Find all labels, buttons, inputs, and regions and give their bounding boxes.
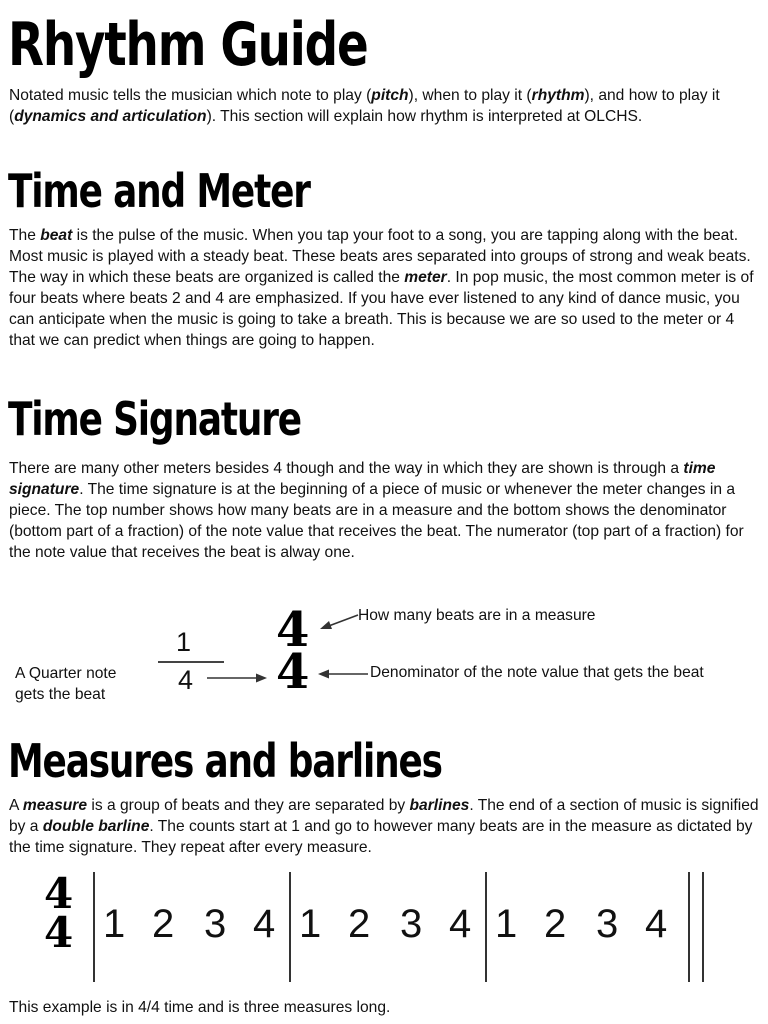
beat-count: 4 xyxy=(253,902,276,946)
key-term: pitch xyxy=(371,87,409,104)
key-term: rhythm xyxy=(531,87,585,104)
example-caption: This example is in 4/4 time and is three measures long. xyxy=(9,999,391,1016)
barline xyxy=(289,872,291,982)
double-barline-right xyxy=(702,872,704,982)
measures-heading: Measures and barlines xyxy=(8,734,442,788)
beat-count: 3 xyxy=(596,902,619,946)
beat-count: 1 xyxy=(495,902,518,946)
top-number-annotation: How many beats are in a measure xyxy=(358,607,596,624)
example-time-signature-bottom: 4 xyxy=(44,908,74,957)
bottom-annotation-arrow xyxy=(316,666,370,682)
double-barline-left xyxy=(688,872,690,982)
quarter-note-label-line1: A Quarter note xyxy=(15,665,117,682)
page-title: Rhythm Guide xyxy=(8,10,368,80)
beat-count: 3 xyxy=(400,902,423,946)
beat-count: 4 xyxy=(449,902,472,946)
key-term: measure xyxy=(22,797,88,814)
beat-count: 1 xyxy=(103,902,126,946)
beat-count: 2 xyxy=(544,902,567,946)
time-and-meter-heading: Time and Meter xyxy=(8,164,310,218)
beat-count: 1 xyxy=(299,902,322,946)
fraction-numerator: 1 xyxy=(176,627,192,657)
beat-count: 2 xyxy=(152,902,175,946)
time-signature-paragraph: There are many other meters besides 4 though and the way in which they are shown is through a time signature. The time signature is at the beginning of a piece of music or whenever the meter changes in a piece. The top number shows how many beats are in a measure and the bottom shows the denominator (bottom part of a fraction) of the note value that receives the beat. The numerator (top part of a fraction) for the note value that receives the beat is alway one. xyxy=(9,460,744,561)
key-term: time signature xyxy=(9,460,716,498)
key-term: beat xyxy=(40,227,73,244)
beat-count: 3 xyxy=(204,902,227,946)
key-term: dynamics and articulation xyxy=(14,108,207,125)
time-signature-heading: Time Signature xyxy=(8,392,301,446)
key-term: barlines xyxy=(409,797,470,814)
fraction-line xyxy=(158,661,224,663)
barline xyxy=(93,872,95,982)
key-term: double barline xyxy=(42,818,150,835)
time-and-meter-paragraph: The beat is the pulse of the music. When you tap your foot to a song, you are tapping along with the beat. Most music is played with a steady beat. These beats ares separated into groups of strong and weak beats. The way in which these beats are organized is called the meter. In pop music, the most common meter is of four beats where beats 2 and 4 are emphasized. If you have ever listened to any kind of dance music, you can anticipate when the music is going to take a breath. This is because we are so used to the meter or 4 that we can predict when things are going to happen. xyxy=(9,227,754,349)
barline xyxy=(485,872,487,982)
time-signature-bottom-number: 4 xyxy=(276,644,310,700)
example-time-signature-top: 4 xyxy=(44,869,74,918)
time-signature-top-number: 4 xyxy=(276,602,310,658)
key-term: meter xyxy=(404,269,447,286)
measures-paragraph: A measure is a group of beats and they are separated by barlines. The end of a section of music is signified by a double barline. The counts start at 1 and go to however many beats are in the measure as dictated by the time signature. They repeat after every measure. xyxy=(9,797,759,856)
bottom-number-annotation: Denominator of the note value that gets the beat xyxy=(370,664,704,681)
intro-paragraph: Notated music tells the musician which note to play (pitch), when to play it (rhythm), and how to play it (dynamics and articulation). This section will explain how rhythm is interpreted at OLCHS. xyxy=(9,87,720,125)
beat-count: 2 xyxy=(348,902,371,946)
quarter-note-label-line2: gets the beat xyxy=(15,686,106,703)
top-annotation-arrow xyxy=(318,612,360,632)
fraction-arrow xyxy=(205,670,269,686)
beat-count: 4 xyxy=(645,902,668,946)
fraction-denominator: 4 xyxy=(178,665,194,695)
